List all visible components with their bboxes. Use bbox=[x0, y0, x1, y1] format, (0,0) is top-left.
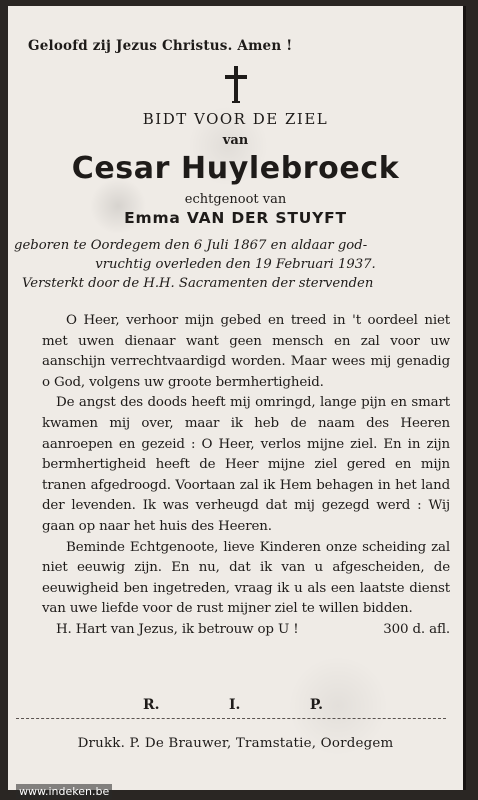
spouse-label: echtgenoot van bbox=[184, 192, 287, 207]
rip-i: I. bbox=[228, 697, 241, 713]
rip-p: P. bbox=[309, 697, 323, 713]
rip bbox=[143, 697, 323, 713]
van-label: van bbox=[222, 133, 249, 148]
closing-line bbox=[42, 620, 450, 641]
deceased-name: Cesar Huylebroeck bbox=[71, 151, 400, 186]
spouse-name: Emma VAN DER STUYFT bbox=[124, 209, 347, 227]
death-line: vruchtig overleden den 19 Februari 1937. bbox=[95, 257, 376, 272]
motto: Geloofd zij Jezus Christus. Amen ! bbox=[28, 38, 293, 54]
divider bbox=[16, 718, 446, 719]
prayer-paragraph: Beminde Echtgenoote, lieve Kinderen onze scheiding zal niet eeuwig zijn. En nu, dat ik van u afgescheiden, de eeuwigheid ben ingetreden, vraag ik u als een laatste dienst van uwe liefde voor de rust mijner ziel te willen bidden. bbox=[42, 539, 450, 617]
cross-icon bbox=[8, 64, 463, 104]
memorial-card bbox=[8, 6, 466, 798]
sacraments-line: Versterkt door de H.H. Sacramenten der stervenden bbox=[22, 276, 374, 291]
rip-r: R. bbox=[143, 697, 160, 713]
printer-credit: Drukk. P. De Brauwer, Tramstatie, Oordegem bbox=[77, 736, 394, 751]
birth-line: geboren te Oordegem den 6 Juli 1867 en aldaar god- bbox=[14, 238, 368, 253]
watermark: www.indeken.be bbox=[16, 784, 112, 799]
closing-invocation: H. Hart van Jezus, ik betrouw op U ! bbox=[56, 621, 299, 637]
prayer-text bbox=[42, 311, 450, 641]
indulgence-note: 300 d. afl. bbox=[383, 621, 450, 637]
birth-death-info bbox=[8, 236, 463, 293]
prayer-heading: BIDT VOOR DE ZIEL bbox=[142, 110, 329, 128]
prayer-paragraph: O Heer, verhoor mijn gebed en treed in 't oordeel niet met uwen dienaar want geen mensch en zal voor uw aanschijn verrechtvaardigd worden. Maar wees mij genadig o God, volgens uw groote bermhertigheid. bbox=[42, 313, 450, 390]
prayer-paragraph: De angst des doods heeft mij omringd, lange pijn en smart kwamen mij over, maar ik heb de naam des Heeren aanroepen en gezeid : O Heer, verlos mijne ziel. En in zijn bermhertigheid heeft de Heer mijne ziel gered en mijn tranen afgedroogd. Voortaan zal ik Hem behagen in het land der levenden. Ik was verheugd dat mij gezegd werd : Wij gaan op naar het huis des Heeren. bbox=[42, 395, 450, 534]
